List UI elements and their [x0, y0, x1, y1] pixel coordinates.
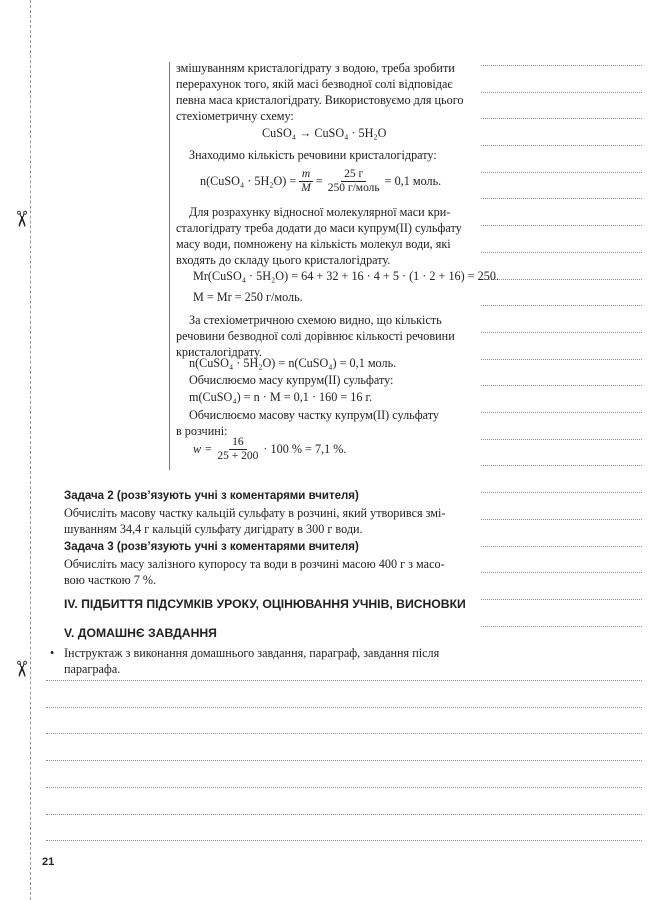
solution-text-line: сталогідрату треба додати до маси купрум(ІІ) сульфату	[176, 221, 462, 235]
solution-text-line: в розчині:	[176, 424, 228, 438]
solution-text-line: масу води, помножену на кількість молекул води, які	[176, 237, 451, 251]
fraction-numerator: m	[299, 168, 313, 182]
scissors-icon: ✂	[8, 209, 34, 229]
homework-text: Інструктаж з виконання домашнього завдання, параграф, завдання після	[64, 646, 440, 660]
note-line	[481, 92, 642, 93]
formula-part: w =	[193, 442, 213, 456]
note-line	[481, 252, 642, 253]
page-number: 21	[42, 856, 55, 868]
note-line	[481, 172, 642, 173]
formula-amount-equality: n(CuSO₄ · 5H₂O) = n(CuSO₄) = 0,1 моль.	[189, 356, 397, 370]
fraction-denominator: M	[301, 182, 311, 194]
formula-molar-mass: Mr(CuSO₄ · 5H₂O) = 64 + 32 + 16 · 4 + 5 · (1 · 2 + 16) = 250.	[193, 269, 499, 283]
note-line	[46, 814, 642, 815]
task3-text: вою часткою 7 %.	[64, 573, 157, 587]
note-line	[481, 492, 642, 493]
note-line	[481, 519, 642, 520]
note-line	[46, 733, 642, 734]
task2-text: Обчисліть масову частку кальцій сульфату в розчині, який утворився змі-	[64, 506, 446, 520]
stoichiometric-scheme: CuSO₄ → CuSO₄ · 5H₂O	[262, 126, 387, 140]
solution-border	[169, 62, 170, 470]
fraction-numerator: 16	[229, 436, 247, 450]
note-line	[481, 332, 642, 333]
fraction-denominator: 250 г/моль	[327, 182, 380, 194]
formula-part: =	[315, 174, 323, 188]
fraction	[325, 168, 383, 195]
note-line	[481, 359, 642, 360]
task2-text: шуванням 34,4 г кальцій сульфату дигідрату в 300 г води.	[64, 522, 363, 536]
note-line	[481, 305, 642, 306]
formula-part: · 100 % = 7,1 %.	[263, 442, 347, 456]
task3-text: Обчисліть масу залізного купоросу та води в розчині масою 400 г з масо-	[64, 557, 445, 571]
formula-amount	[200, 168, 441, 195]
solution-text-line: змішуванням кристалогідрату з водою, треба зробити	[176, 61, 455, 75]
note-line	[481, 279, 642, 280]
cut-line	[30, 0, 31, 900]
solution-text-line: Обчислюємо масу купрум(ІІ) сульфату:	[189, 373, 394, 387]
note-line	[46, 680, 642, 681]
section-heading: IV. ПІДБИТТЯ ПІДСУМКІВ УРОКУ, ОЦІНЮВАННЯ УЧНІВ, ВИСНОВКИ	[64, 597, 466, 611]
formula-molar-mass-equality: M = Mr = 250 г/моль.	[193, 290, 303, 304]
fraction	[298, 168, 314, 195]
note-line	[481, 65, 642, 66]
note-line	[46, 840, 642, 841]
solution-text-line: входять до складу цього кристалогідрату.	[176, 253, 391, 267]
fraction-denominator: 25 + 200	[217, 450, 259, 462]
note-line	[481, 599, 642, 600]
scissors-icon: ✂	[8, 659, 34, 679]
formula-mass: m(CuSO₄) = n · M = 0,1 · 160 = 16 г.	[189, 390, 373, 404]
bullet: •	[50, 646, 55, 660]
note-line	[481, 225, 642, 226]
solution-text-line: Знаходимо кількість речовини кристалогідрату:	[189, 148, 437, 162]
note-line	[46, 760, 642, 761]
note-line	[481, 385, 642, 386]
note-line	[481, 465, 642, 466]
note-line	[481, 546, 642, 547]
solution-text-line: Обчислюємо масову частку купрум(ІІ) сульфату	[189, 408, 439, 422]
task2-title: Задача 2 (розв’язують учні з коментарями вчителя)	[64, 490, 359, 502]
note-line	[481, 118, 642, 119]
homework-text: параграфа.	[64, 662, 121, 676]
solution-text-line: речовини безводної солі дорівнює кількості речовини	[176, 329, 455, 343]
section-heading: V. ДОМАШНЄ ЗАВДАННЯ	[64, 626, 217, 640]
note-line	[481, 145, 642, 146]
note-line	[481, 626, 642, 627]
fraction	[214, 436, 261, 463]
fraction-numerator: 25 г	[341, 168, 366, 182]
note-line	[481, 412, 642, 413]
solution-text-line: певна маса кристалогідрату. Використовуємо для цього	[176, 93, 464, 107]
solution-text-line: За стехіометричною схемою видно, що кількість	[189, 313, 442, 327]
note-line	[481, 572, 642, 573]
solution-text-line: стехіометричну схему:	[176, 109, 294, 123]
formula-part: = 0,1 моль.	[384, 174, 442, 188]
note-line	[481, 439, 642, 440]
solution-text-line: перерахунок того, якій масі безводної солі відповідає	[176, 77, 453, 91]
solution-text-line: кристалогідрату.	[176, 345, 262, 359]
note-line	[46, 707, 642, 708]
formula-mass-fraction	[193, 436, 346, 463]
solution-text-line: Для розрахунку відносної молекулярної маси кри-	[189, 205, 451, 219]
formula-part: n(CuSO₄ · 5H₂O) =	[200, 174, 297, 188]
note-line	[46, 787, 642, 788]
task3-title: Задача 3 (розв’язують учні з коментарями вчителя)	[64, 541, 359, 553]
note-line	[481, 198, 642, 199]
